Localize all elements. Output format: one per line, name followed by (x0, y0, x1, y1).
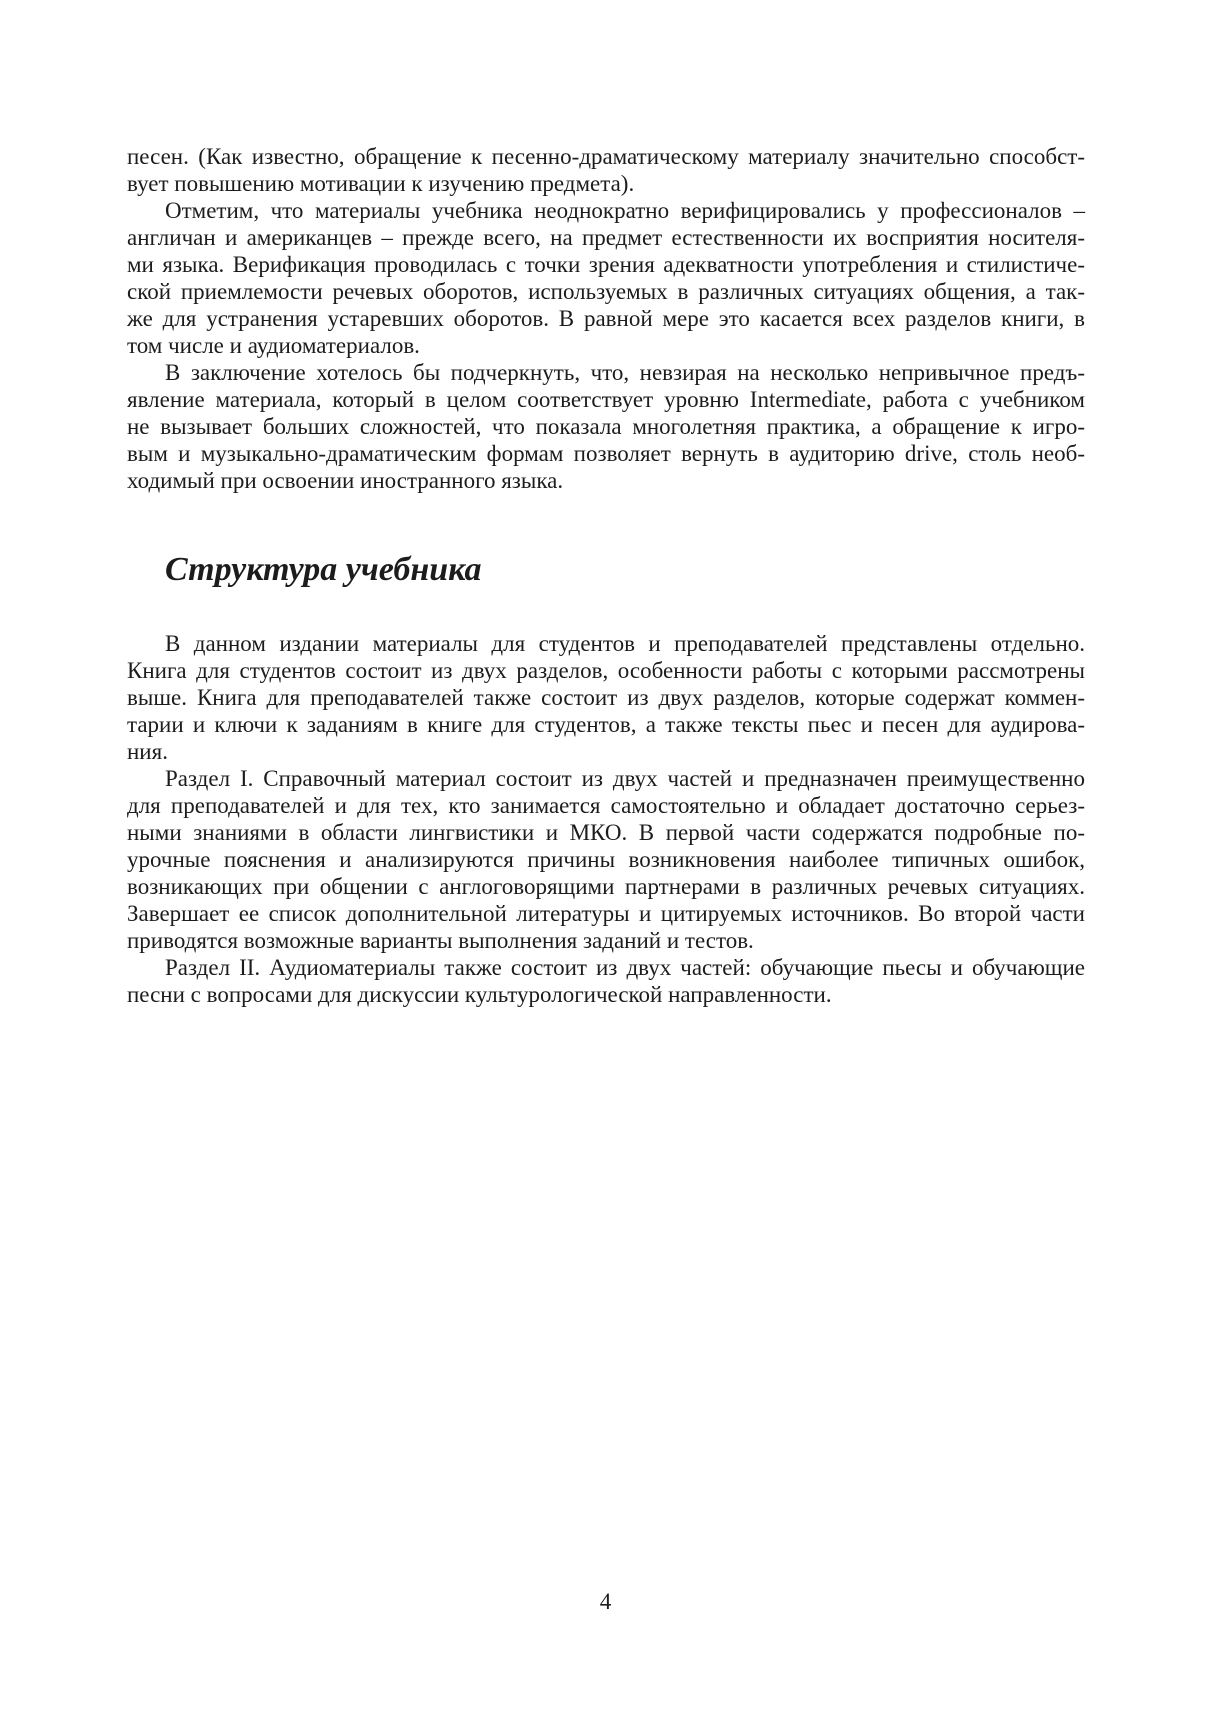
text-line: приводятся возможные варианты выполнения заданий и тестов. (127, 928, 754, 953)
text-line: не вызывает больших сложностей, что показала многолетняя практика, а обращение к игро- (127, 414, 1085, 439)
paragraph (127, 359, 1085, 494)
page-number: 4 (599, 1589, 612, 1614)
text-line: возникающих при общении с англоговорящими партнерами в различных речевых ситуациях. (127, 874, 1085, 899)
text-line: В заключение хотелось бы подчеркнуть, что, невзирая на несколько непривычное предъ- (165, 360, 1085, 385)
text-line: Отметим, что материалы учебника неоднократно верифицировались у профессионалов – (165, 198, 1085, 223)
text-line: тарии и ключи к заданиям в книге для студентов, а также тексты пьес и песен для аудирова- (127, 712, 1085, 737)
text-line: Раздел I. Справочный материал состоит из двух частей и предназначен преимущественно (165, 766, 1085, 791)
text-line: ния. (127, 739, 168, 764)
text-line: песен. (Как известно, обращение к песенно-драматическому материалу значительно способст- (127, 144, 1085, 169)
text-line: ными знаниями в области лингвистики и МКО. В первой части содержатся подробные по- (127, 820, 1085, 845)
page-body (127, 143, 1085, 1008)
paragraph (127, 197, 1085, 359)
paragraph (127, 765, 1085, 954)
text-line: песни с вопросами для дискуссии культурологической направленности. (127, 982, 832, 1007)
text-line: Книга для студентов состоит из двух разделов, особенности работы с которыми рассмотрены (127, 658, 1085, 683)
text-line: Завершает ее список дополнительной литературы и цитируемых источников. Во второй части (127, 901, 1085, 926)
text-line: для преподавателей и для тех, кто занимается самостоятельно и обладает достаточно серьез- (127, 793, 1085, 818)
text-line: том числе и аудиоматериалов. (127, 333, 420, 358)
text-line: явление материала, который в целом соответствует уровню Intermediate, работа с учебником (127, 387, 1085, 412)
text-line: В данном издании материалы для студентов и преподавателей представлены отдельно. (165, 631, 1085, 656)
text-line: вым и музыкально-драматическим формам позволяет вернуть в аудиторию drive, столь необ- (127, 441, 1085, 466)
text-line: англичан и американцев – прежде всего, на предмет естественности их восприятия носителя- (127, 225, 1085, 250)
paragraph (127, 954, 1085, 1008)
text-line: выше. Книга для преподавателей также состоит из двух разделов, которые содержат коммен- (127, 685, 1085, 710)
text-line: урочные пояснения и анализируются причины возникновения наиболее типичных ошибок, (127, 847, 1085, 872)
text-line: ходимый при освоении иностранного языка. (127, 468, 564, 493)
text-line: ми языка. Верификация проводилась с точки зрения адекватности употребления и стилистиче- (127, 252, 1085, 277)
paragraph (127, 630, 1085, 765)
text-line: Раздел II. Аудиоматериалы также состоит из двух частей: обучающие пьесы и обучающие (165, 955, 1085, 980)
paragraph (127, 143, 1085, 197)
section-heading: Структура учебника (165, 551, 482, 588)
text-line: ской приемлемости речевых оборотов, используемых в различных ситуациях общения, а так- (127, 279, 1085, 304)
text-line: же для устранения устаревших оборотов. В равной мере это касается всех разделов книги, в (127, 306, 1085, 331)
text-line: вует повышению мотивации к изучению предмета). (127, 171, 635, 196)
